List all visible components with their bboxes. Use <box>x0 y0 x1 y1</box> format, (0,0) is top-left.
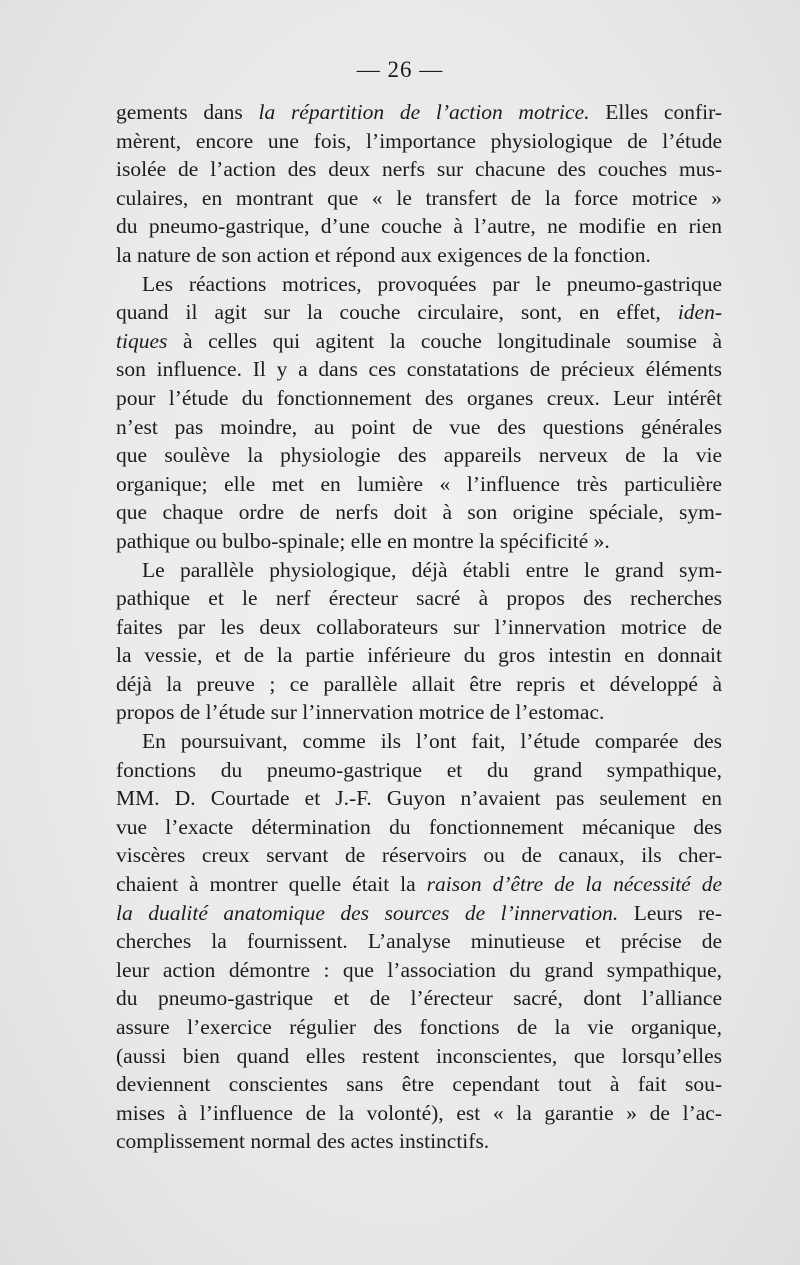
text-line: faites par les deux collaborateurs sur l’innervation motrice de <box>116 614 722 639</box>
text-line: vue l’exacte détermination du fonctionnement mécanique des <box>116 814 722 839</box>
text-line: organique; elle met en lumière « l’influence très particulière <box>116 471 722 496</box>
text-line: n’est pas moindre, au point de vue des questions générales <box>116 414 722 439</box>
text-line: mèrent, encore une fois, l’importance physiologique de l’étude <box>116 128 722 153</box>
text-line: que soulève la physiologie des appareils nerveux de la vie <box>116 443 722 468</box>
text-line: chaient à montrer quelle était la raison d’être de la nécessité de <box>116 872 722 897</box>
text-line: viscères creux servant de réservoirs ou de canaux, ils cher- <box>116 843 722 868</box>
text-line: quand il agit sur la couche circulaire, sont, en effet, iden- <box>116 300 722 325</box>
body-text <box>116 98 722 1156</box>
text-line: la vessie, et de la partie inférieure du gros intestin en donnait <box>116 643 722 668</box>
text-line: culaires, en montrant que « le transfert de la force motrice » <box>116 185 722 210</box>
text-line: du pneumo-gastrique, d’une couche à l’autre, ne modifie en rien <box>116 214 722 239</box>
text-line: Le parallèle physiologique, déjà établi entre le grand sym- <box>142 557 722 582</box>
text-line: du pneumo-gastrique et de l’érecteur sacré, dont l’alliance <box>116 986 722 1011</box>
text-line: pour l’étude du fonctionnement des organes creux. Leur intérêt <box>116 385 722 410</box>
text-line: pathique ou bulbo-spinale; elle en montre la spécificité ». <box>116 528 610 553</box>
text-line: que chaque ordre de nerfs doit à son origine spéciale, sym- <box>116 500 722 525</box>
text-line: tiques à celles qui agitent la couche longitudinale soumise à <box>116 328 722 353</box>
text-line: MM. D. Courtade et J.-F. Guyon n’avaient pas seulement en <box>116 786 722 811</box>
text-line: la dualité anatomique des sources de l’innervation. Leurs re- <box>116 900 722 925</box>
page-number: — 26 — <box>356 57 444 82</box>
text-line: gements dans la répartition de l’action motrice. Elles confir- <box>116 100 722 124</box>
text-line: isolée de l’action des deux nerfs sur chacune des couches mus- <box>116 157 722 182</box>
text-line: la nature de son action et répond aux exigences de la fonction. <box>116 242 651 267</box>
text-line: assure l’exercice régulier des fonctions de la vie organique, <box>116 1015 722 1039</box>
text-line: complissement normal des actes instinctifs. <box>116 1129 490 1154</box>
text-line: pathique et le nerf érecteur sacré à propos des recherches <box>116 586 722 611</box>
text-line: cherches la fournissent. L’analyse minutieuse et précise de <box>116 929 722 954</box>
text-line: mises à l’influence de la volonté), est « la garantie » de l’ac- <box>116 1100 722 1125</box>
text-line: leur action démontre : que l’association du grand sympathique, <box>116 957 722 982</box>
text-line: fonctions du pneumo-gastrique et du grand sympathique, <box>116 757 722 782</box>
text-line: déjà la preuve ; ce parallèle allait être repris et développé à <box>116 671 722 696</box>
text-line: propos de l’étude sur l’innervation motrice de l’estomac. <box>116 700 605 725</box>
text-line: deviennent conscientes sans être cependant tout à fait sou- <box>116 1072 722 1097</box>
text-line: En poursuivant, comme ils l’ont fait, l’étude comparée des <box>142 729 722 754</box>
text-line: (aussi bien quand elles restent inconscientes, que lorsqu’elles <box>116 1043 722 1068</box>
text-line: son influence. Il y a dans ces constatations de précieux éléments <box>116 357 722 382</box>
text-line: Les réactions motrices, provoquées par le pneumo-gastrique <box>142 271 722 296</box>
